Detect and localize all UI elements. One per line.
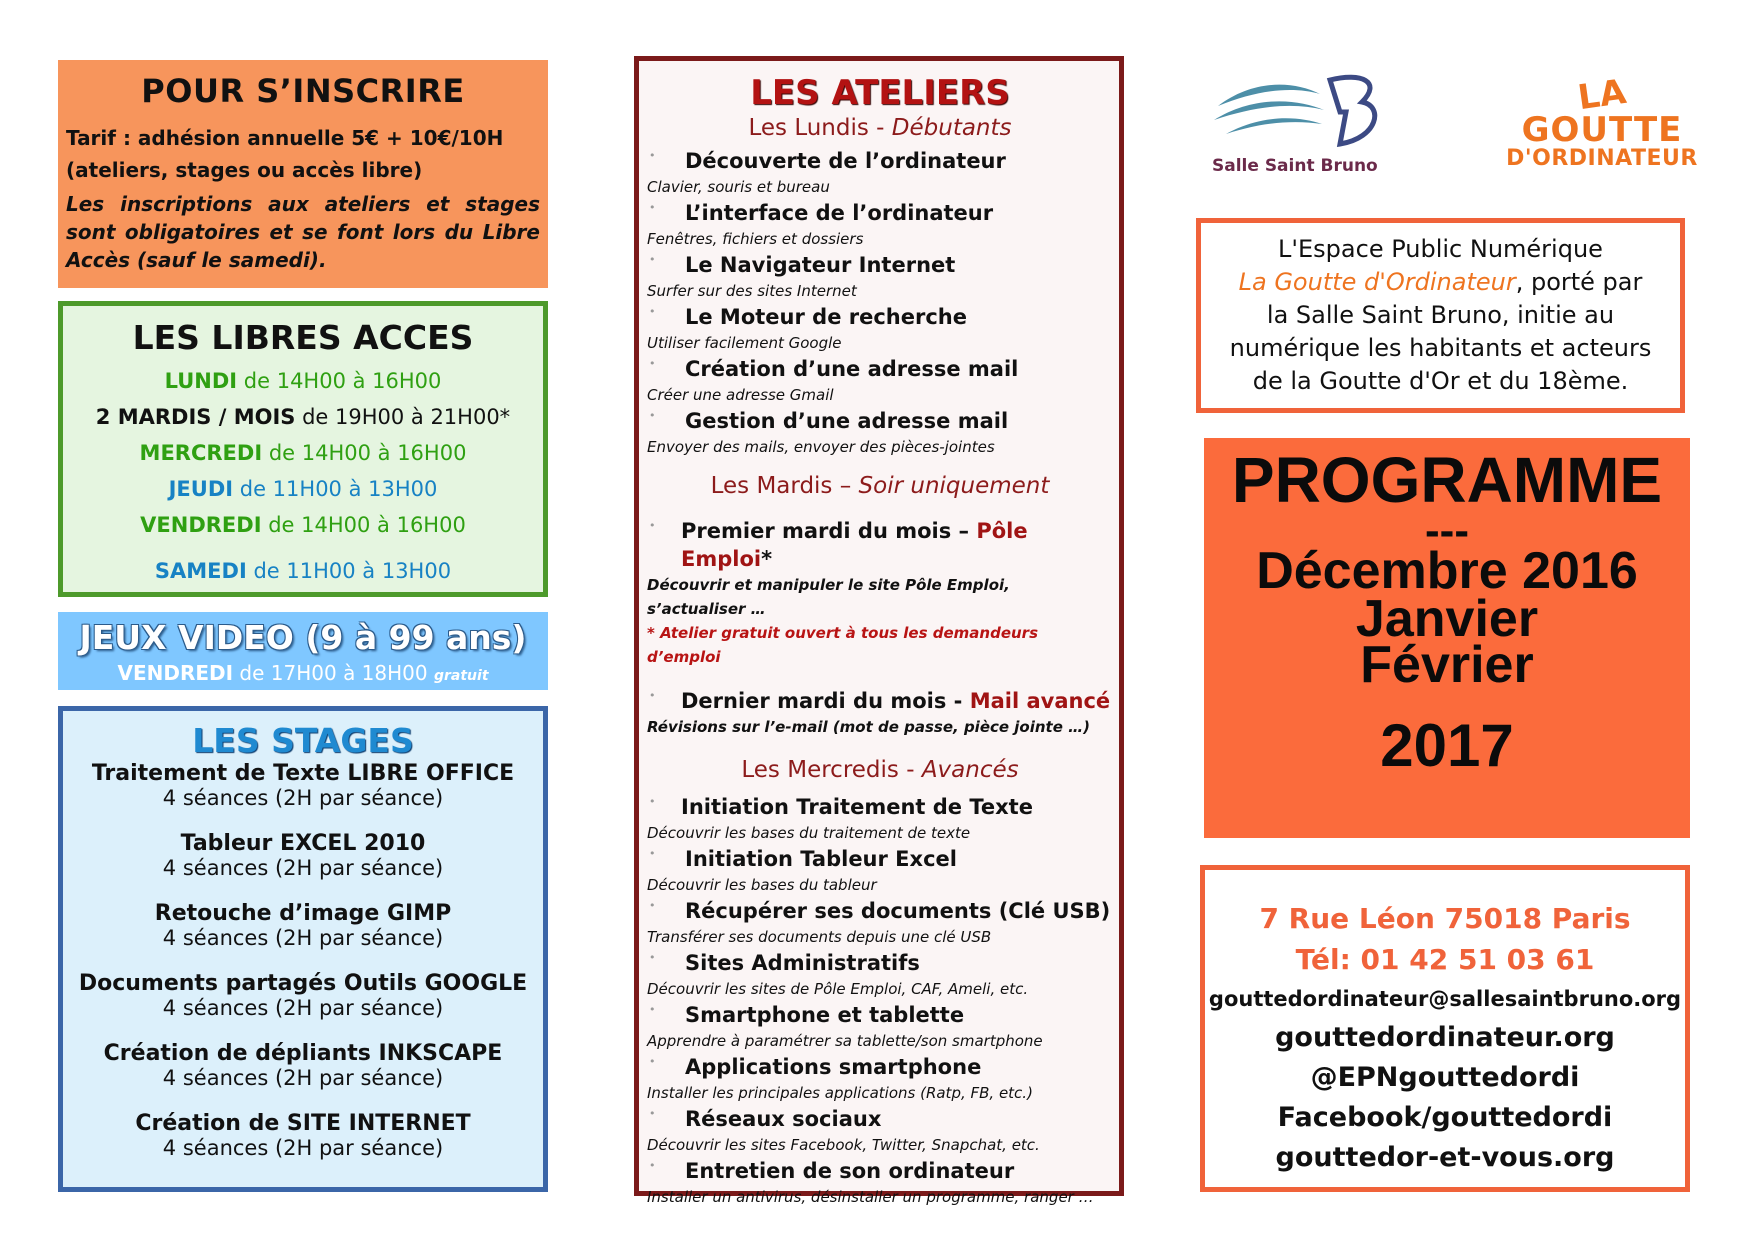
programme-banner: PROGRAMME --- Décembre 2016 Janvier Février 2017 (1204, 438, 1690, 838)
libre-acces-row: MERCREDI de 14H00 à 16H00 (139, 441, 467, 465)
contact-panel (1200, 865, 1690, 1192)
section-mercredis: Les Mercredis - Avancés (741, 757, 1019, 783)
inscription-note: Les inscriptions aux ateliers et stages sont obligatoires et se font lors du Libre Accès (sauf le samedi). (66, 192, 540, 272)
atelier-item: • Le Moteur de recherche Utiliser facilement Google (647, 305, 967, 352)
jeux-video-panel (58, 612, 548, 690)
atelier-item: • Smartphone et tablette Apprendre à paramétrer sa tablette/son smartphone (647, 1003, 1043, 1050)
atelier-item: • Entretien de son ordinateur Installer un antivirus, désinstaller un programme, ranger … (647, 1159, 1094, 1206)
salle-saint-bruno-logo: Salle Saint Bruno (1212, 72, 1387, 182)
stage-item: Création de SITE INTERNET 4 séances (2H par séance) (135, 1111, 471, 1160)
salle-saint-bruno-emblem (1212, 72, 1387, 154)
section-mardis: Les Mardis – Soir uniquement (710, 473, 1050, 499)
inscription-panel (58, 60, 548, 288)
atelier-item: • Création d’une adresse mail Créer une adresse Gmail (647, 357, 1019, 404)
address: 7 Rue Léon 75018 Paris (1259, 902, 1631, 935)
atelier-item: • Dernier mardi du mois - Mail avancé Révisions sur l’e-mail (mot de passe, pièce jointe …) (647, 689, 1111, 736)
atelier-item: • Découverte de l’ordinateur Clavier, souris et bureau (647, 149, 1006, 196)
libres-acces-panel (58, 301, 548, 597)
ateliers-panel (634, 56, 1124, 1206)
stage-item: Tableur EXCEL 2010 4 séances (2H par séance) (162, 831, 444, 880)
stage-item: Retouche d’image GIMP 4 séances (2H par séance) (154, 901, 452, 950)
libres-acces-title: LES LIBRES ACCES (132, 318, 474, 357)
stages-title: LES STAGES (192, 721, 414, 760)
libre-acces-row: LUNDI de 14H00 à 16H00 (164, 369, 442, 393)
atelier-item: • Initiation Tableur Excel Découvrir les bases du tableur (647, 847, 957, 894)
jeux-video-title: JEUX VIDEO (9 à 99 ans) (79, 618, 527, 657)
facebook-link[interactable]: Facebook/gouttedordi (1277, 1102, 1613, 1133)
phone: Tél: 01 42 51 03 61 (1295, 943, 1595, 976)
atelier-item: • Sites Administratifs Découvrir les sites de Pôle Emploi, CAF, Ameli, etc. (647, 951, 1029, 998)
atelier-item: • Applications smartphone Installer les principales applications (Ratp, FB, etc.) (647, 1055, 1033, 1102)
atelier-item: • Initiation Traitement de Texte Découvrir les bases du traitement de texte (647, 795, 1033, 842)
atelier-item: • L’interface de l’ordinateur Fenêtres, fichiers et dossiers (647, 201, 994, 248)
inscription-title: POUR S’INSCRIRE (141, 72, 465, 110)
libre-acces-row: 2 MARDIS / MOIS de 19H00 à 21H00* (95, 405, 511, 429)
tarif-line-2: (ateliers, stages ou accès libre) (66, 158, 423, 182)
atelier-item: • Gestion d’une adresse mail Envoyer des mails, envoyer des pièces-jointes (647, 409, 1009, 456)
website-link[interactable]: gouttedordinateur.org (1275, 1022, 1615, 1053)
atelier-item: • Récupérer ses documents (Clé USB) Transférer ses documents depuis une clé USB (647, 899, 1111, 946)
twitter-handle[interactable]: @EPNgouttedordi (1310, 1062, 1580, 1093)
atelier-item: • Réseaux sociaux Découvrir les sites Facebook, Twitter, Snapchat, etc. (647, 1107, 1040, 1154)
atelier-item: • Premier mardi du mois – Pôle Emploi* Découvrir et manipuler le site Pôle Emploi, s’actualiser … * Atelier gratuit ouvert à tous les demandeurs d’emploi (647, 519, 1039, 666)
libre-acces-row: VENDREDI de 14H00 à 16H00 (140, 513, 466, 537)
stage-item: Documents partagés Outils GOOGLE 4 séances (2H par séance) (78, 971, 528, 1020)
atelier-item: • Le Navigateur Internet Surfer sur des sites Internet (647, 253, 956, 300)
libre-acces-row: JEUDI de 11H00 à 13H00 (168, 477, 438, 501)
stage-item: Traitement de Texte LIBRE OFFICE 4 séances (2H par séance) (91, 761, 515, 810)
website-link-2[interactable]: gouttedor-et-vous.org (1275, 1142, 1615, 1173)
tarif-line-1: Tarif : adhésion annuelle 5€ + 10€/10H (66, 126, 504, 150)
programme-title: PROGRAMME (1231, 444, 1663, 516)
stages-panel (58, 706, 548, 1192)
ateliers-title: LES ATELIERS (750, 73, 1010, 113)
epn-description: L'Espace Public Numérique La Goutte d'Ordinateur, porté par la Salle Saint Bruno, initie au numérique les habitants et acteurs de la Goutte d'Or et du 18ème. (1196, 218, 1685, 413)
goutte-ordinateur-logo: LA GOUTTE D'ORDINATEUR (1506, 71, 1698, 171)
libre-acces-row: SAMEDI de 11H00 à 13H00 (154, 559, 452, 583)
section-lundis: Les Lundis - Débutants (748, 115, 1012, 141)
email-link[interactable]: gouttedordinateur@sallesaintbruno.org (1208, 987, 1682, 1011)
stage-item: Création de dépliants INKSCAPE 4 séances (2H par séance) (103, 1041, 503, 1090)
jeux-video-schedule: VENDREDI de 17H00 à 18H00 gratuit (117, 661, 489, 685)
